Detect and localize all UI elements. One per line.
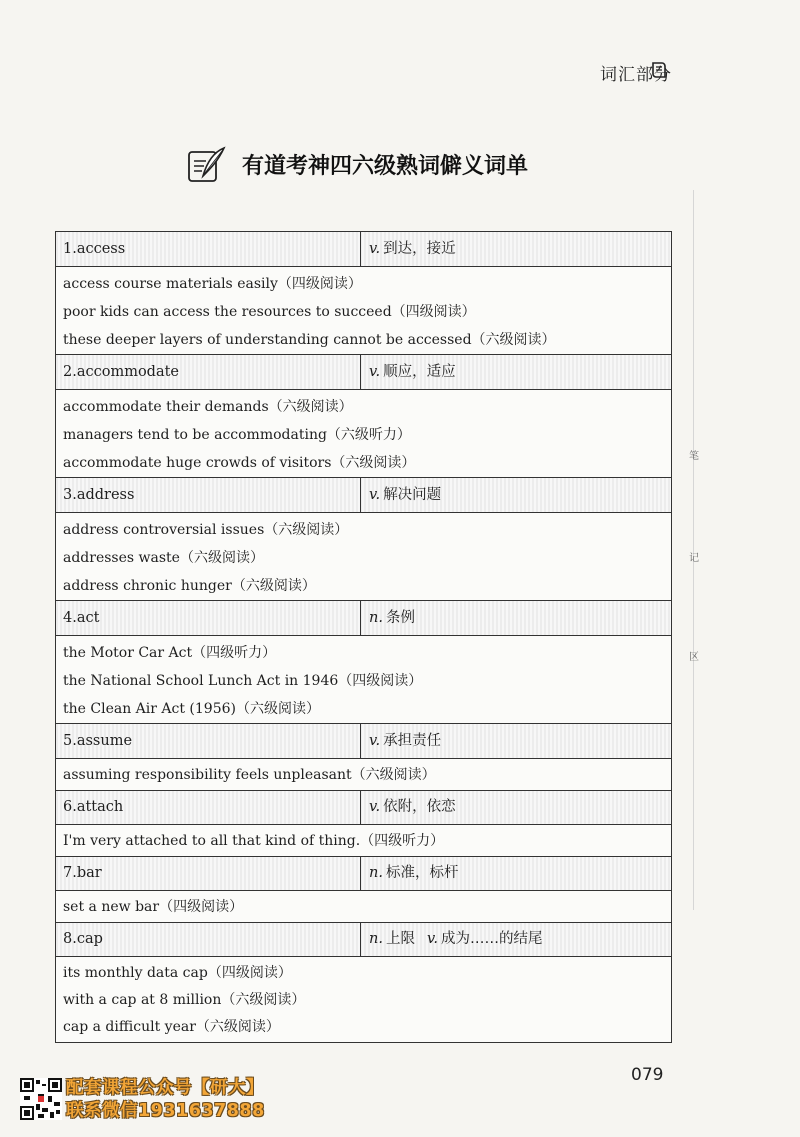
part-of-speech: n. [369,865,383,881]
example-line: access course materials easily（四级阅读） [63,276,362,292]
page-title: 有道考神四六级熟词僻义词单 [242,154,529,179]
meaning: 上限 [385,931,415,947]
entry-word: 2.accommodate [56,355,361,389]
entry [56,355,671,478]
meaning: 顺应，适应 [383,364,456,380]
entry-word: 4.act [56,601,361,635]
entry-word: 6.attach [56,791,361,824]
entry [56,791,671,857]
part-of-speech: n. [369,610,383,626]
section-header: 词汇部分 [600,65,672,85]
entry-head [56,791,671,825]
entry-definition [361,232,671,266]
book-icon [648,59,670,81]
entry [56,857,671,923]
meaning: 条例 [385,610,415,626]
entry-head [56,478,671,513]
example-line: managers tend to be accommodating（六级听力） [63,427,411,443]
entry-definition [361,478,671,512]
entry-head [56,923,671,957]
entry-head [56,355,671,390]
examples [56,957,671,1043]
meaning: 标准，标杆 [385,865,459,881]
examples [56,825,671,857]
entry-definition [361,724,671,758]
example-line: address chronic hunger（六级阅读） [63,578,316,594]
part-of-speech: v. [369,241,381,257]
examples [56,891,671,923]
promo-line: 配套课程公众号【研大】 [66,1078,264,1098]
promo-line: 联系微信1931637888 [66,1101,265,1121]
examples [56,513,671,601]
page-number: 079 [631,1065,664,1085]
entry [56,724,671,791]
examples [56,267,671,355]
example-line: cap a difficult year（六级阅读） [63,1019,280,1035]
example-line: the Clean Air Act (1956)（六级阅读） [63,701,320,717]
example-line: address controversial issues（六级阅读） [63,522,349,538]
example-line: the National School Lunch Act in 1946（四级阅读） [63,673,423,689]
examples [56,390,671,478]
entry-head [56,601,671,636]
meaning: 成为……的结尾 [441,931,543,947]
entry-word: 5.assume [56,724,361,758]
example-line: accommodate their demands（六级阅读） [63,399,353,415]
entry-definition [361,355,671,389]
margin-note: 笔 [689,451,699,462]
example-line: accommodate huge crowds of visitors（六级阅读） [63,455,416,471]
entry-word: 7.bar [56,857,361,890]
entry-head [56,857,671,891]
margin-note: 区 [689,652,699,663]
meaning: 承担责任 [383,733,442,749]
title-block [186,145,606,185]
part-of-speech: n. [369,931,383,947]
part-of-speech: v. [369,733,381,749]
examples [56,759,671,791]
example-line: with a cap at 8 million（六级阅读） [63,992,306,1008]
entry [56,232,671,355]
example-line: its monthly data cap（四级阅读） [63,965,292,981]
entry-word: 1.access [56,232,361,266]
entry [56,601,671,724]
part-of-speech: v. [369,364,381,380]
meaning: 解决问题 [383,487,442,503]
entry [56,478,671,601]
entry-word: 8.cap [56,923,361,956]
entry-definition [361,923,671,956]
part-of-speech: v. [369,487,381,503]
qr-code-icon[interactable] [20,1078,62,1120]
quill-icon [186,145,228,185]
meaning: 依附，依恋 [383,799,456,815]
promo-banner [66,1077,265,1123]
entry [56,923,671,1043]
example-line: set a new bar（四级阅读） [63,899,244,915]
entry-word: 3.address [56,478,361,512]
example-line: the Motor Car Act（四级听力） [63,645,277,661]
entry-head [56,724,671,759]
example-line: these deeper layers of understanding cannot be accessed（六级阅读） [63,332,556,348]
entry-definition [361,601,671,635]
entry-head [56,232,671,267]
example-line: addresses waste（六级阅读） [63,550,264,566]
meaning: 到达，接近 [383,241,456,257]
examples [56,636,671,724]
entry-definition [361,791,671,824]
example-line: assuming responsibility feels unpleasant（六级阅读） [63,767,436,783]
margin-note: 记 [689,553,699,564]
vocab-table [55,231,672,1043]
entry-definition [361,857,671,890]
part-of-speech: v. [426,931,439,947]
example-line: poor kids can access the resources to succeed（四级阅读） [63,304,476,320]
part-of-speech: v. [369,799,381,815]
example-line: I'm very attached to all that kind of thing.（四级听力） [63,833,445,849]
